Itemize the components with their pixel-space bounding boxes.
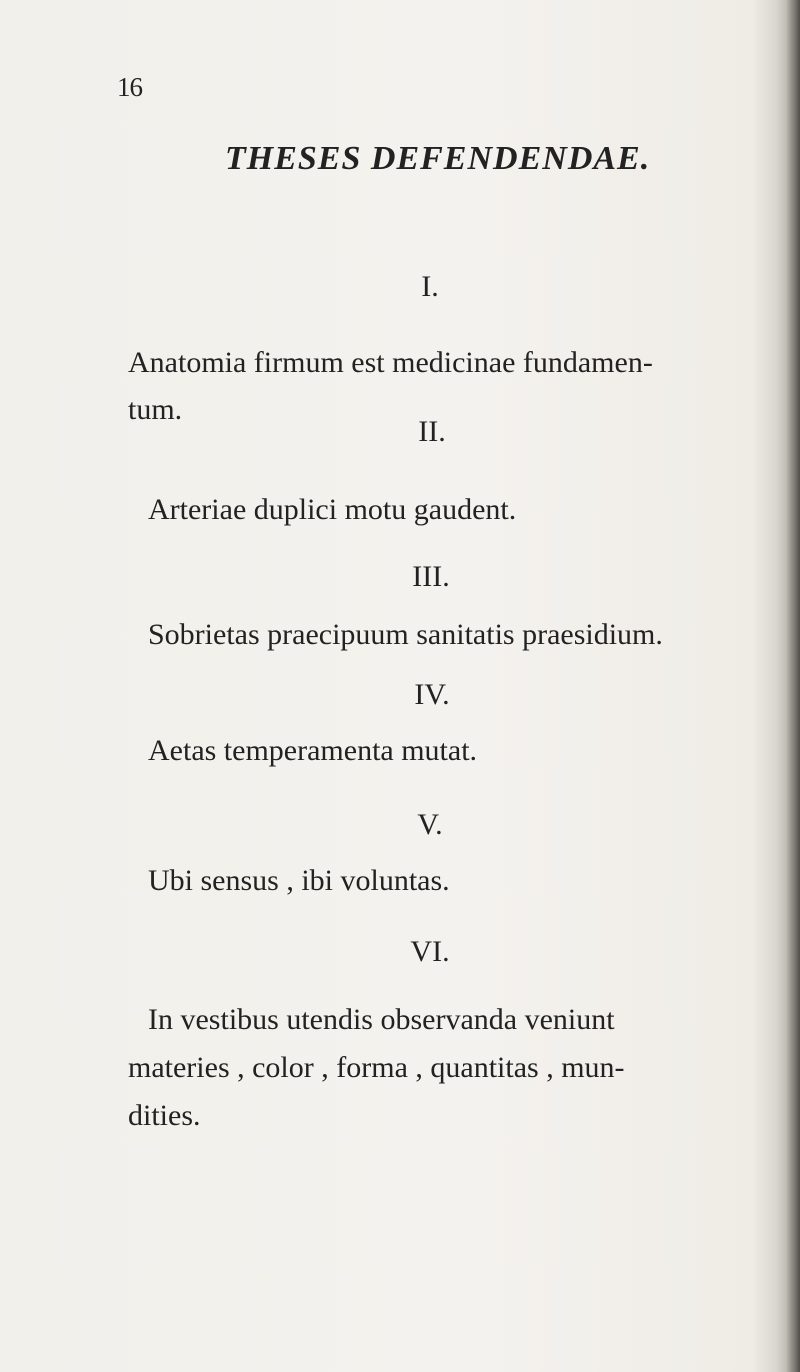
thesis-2-numeral: II. xyxy=(418,415,446,448)
thesis-6-line-2: materies , color , forma , quantitas , mun- xyxy=(128,1051,625,1084)
thesis-5-numeral: V. xyxy=(417,808,443,841)
page-edge-shadow xyxy=(786,0,800,1372)
thesis-4-numeral: IV. xyxy=(414,678,450,711)
thesis-1-line-2: tum. xyxy=(128,393,183,426)
thesis-4-line-1: Aetas temperamenta mutat. xyxy=(148,734,478,767)
thesis-5-line-1: Ubi sensus , ibi voluntas. xyxy=(148,864,450,897)
thesis-6-line-1: In vestibus utendis observanda veniunt xyxy=(148,1003,615,1036)
page-number: 16 xyxy=(117,72,142,102)
thesis-3-numeral: III. xyxy=(412,560,450,593)
thesis-2-line-1: Arteriae duplici motu gaudent. xyxy=(148,493,517,526)
thesis-1-line-1: Anatomia firmum est medicinae fundamen- xyxy=(128,346,653,379)
thesis-3-line-1: Sobrietas praecipuum sanitatis praesidium. xyxy=(148,618,663,651)
thesis-6-numeral: VI. xyxy=(410,935,450,968)
thesis-1-numeral: I. xyxy=(421,270,439,303)
page-title: THESES DEFENDENDAE. xyxy=(225,140,651,177)
thesis-6-line-3: dities. xyxy=(128,1099,201,1132)
